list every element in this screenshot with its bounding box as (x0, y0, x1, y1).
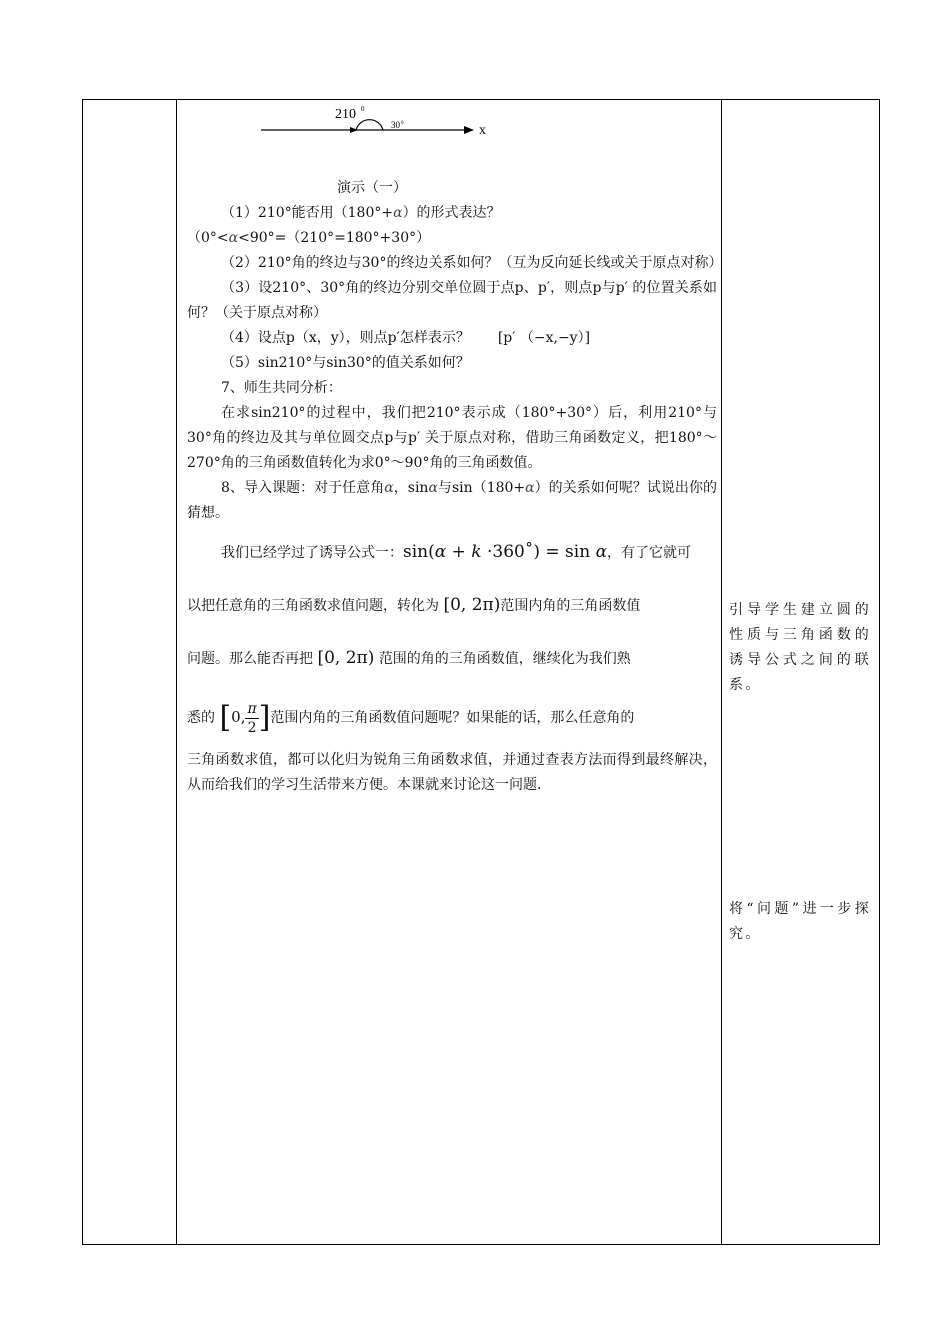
angle-30-label: 30 (391, 120, 400, 130)
step-7-text: 在求sin210°的过程中，我们把210°表示成（180°+30°）后，利用210°与30°角的终边及其与单位圆交点p与p′ 关于原点对称，借助三角函数定义，把180°～270°角的三角函数值转化为求0°～90°角的三角函数值。 (187, 405, 717, 471)
lesson-text (187, 176, 723, 798)
step-7-heading: 7、师生共同分析： (221, 380, 342, 396)
interval-0-half-pi: [0, $\frac{\pi}{2}$ ] (219, 700, 271, 736)
demo-title: 演示（一） (337, 180, 407, 196)
formula-line-4: 悉的 [0, $\frac{\pi}{2}$ ]范围内角的三角函数值问题呢？如果能的话，那么任意角的 (187, 700, 635, 736)
question-2: （2）210°角的终边与30°的终边关系如何？（互为反向延长线或关于原点对称） (221, 255, 723, 271)
angle-diagram (259, 100, 519, 140)
formula-line-5: 三角函数求值，都可以化归为锐角三角函数求值，并通过查表方法而得到最终解决，从而给我们的学习生活带来方便。本课就来讨论这一问题. (187, 752, 717, 793)
question-5: （5）sin210°与sin30°的值关系如何？ (221, 355, 470, 371)
step-8-text: 8、导入课题：对于任意角α，sinα与sin（180+α）的关系如何呢？试说出你的猜想。 (187, 480, 717, 521)
question-4: （4）设点p（x，y），则点p′怎样表示？ [p′ （−x,−y）] (221, 330, 591, 346)
angle-210-label: 210 (335, 107, 356, 122)
angle-30-sup: 0 (401, 121, 404, 126)
angle-210-sup: 0 (361, 105, 365, 113)
interval-0-2pi-2: [0, 2π) (317, 648, 375, 668)
teaching-note-1: 引导学生建立圆的性质与三角函数的诱导公式之间的联系。 (729, 602, 871, 693)
x-axis-label: x (479, 123, 486, 138)
formula-line-2: 以把任意角的三角函数求值问题，转化为 [0, 2π)范围内角的三角函数值 (187, 595, 641, 615)
question-1: （1）210°能否用（180°+α）的形式表达？ (221, 205, 501, 221)
question-1-answer: （0°<α<90°=（210°=180°+30°） (187, 230, 431, 246)
column-divider-1 (176, 100, 177, 1244)
formula-line-3: 问题。那么能否再把 [0, 2π) 范围的角的三角函数值，继续化为我们熟 (187, 648, 631, 668)
interval-0-2pi: [0, 2π) (443, 595, 501, 615)
teaching-note-2: 将“问题”进一步探究。 (729, 901, 871, 942)
lesson-table (82, 99, 880, 1245)
question-3: （3）设210°、30°角的终边分别交单位圆于点p、p′，则点p与p′ 的位置关系如何？（关于原点对称） (187, 280, 717, 321)
induction-formula-one: sin(α + k ·360˚) = sin α (403, 542, 608, 562)
formula-line-1: 我们已经学过了诱导公式一：sin(α + k ·360˚) = sin α，有了它就可 (221, 542, 692, 562)
